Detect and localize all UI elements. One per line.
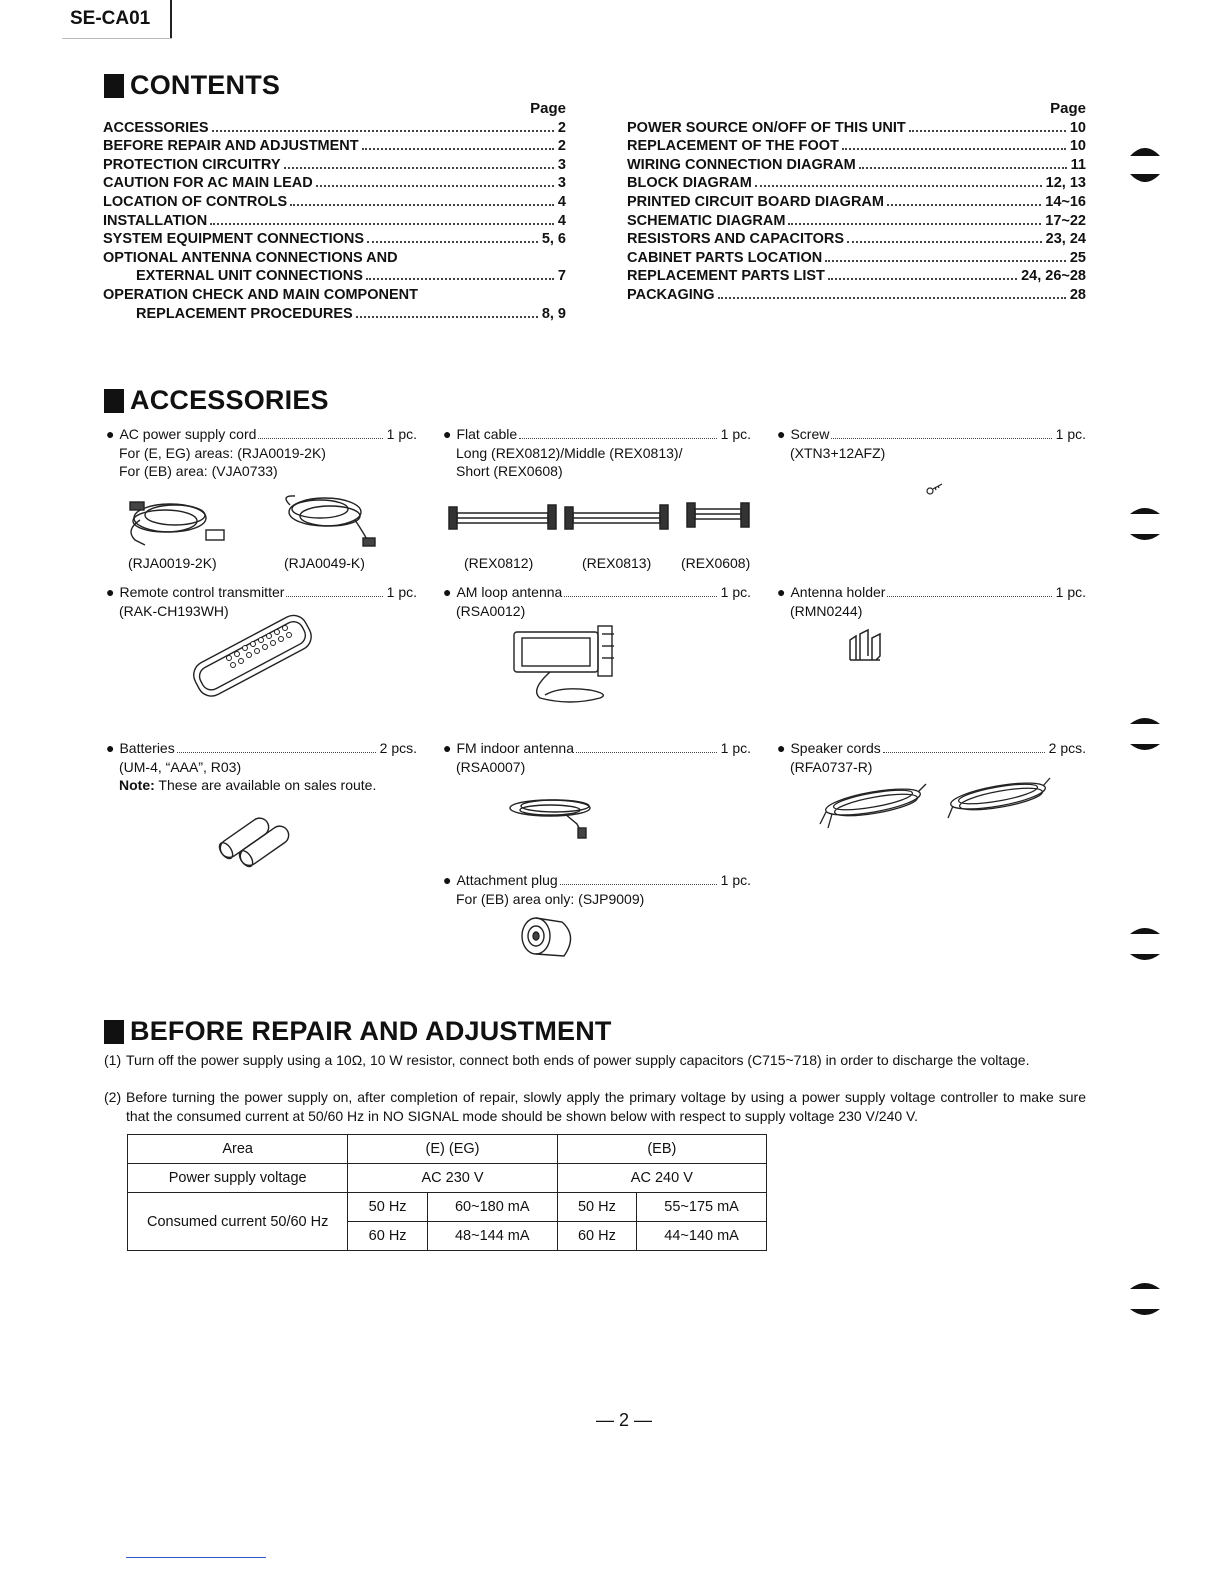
toc-entry-page: 2 bbox=[557, 119, 566, 136]
item-qty: 1 pc. bbox=[720, 740, 751, 756]
item-part-number: Long (REX0812)/Middle (REX0813)/ bbox=[456, 444, 683, 461]
item-part-number: (RAK-CH193WH) bbox=[119, 602, 229, 619]
batteries-illustration bbox=[208, 810, 303, 870]
toc-entry bbox=[627, 230, 1086, 249]
step-text: Before turning the power supply on, after completion of repair, slowly apply the primary voltage by using a power supply voltage controller to make sure that the consumed current at 50/60 Hz in NO SIGNAL mode should be shown below with respect to supply voltage 230 V/240 V. bbox=[126, 1089, 1086, 1124]
item-qty: 1 pc. bbox=[386, 584, 417, 600]
toc-entry-title: PACKAGING bbox=[627, 286, 715, 303]
toc-leader bbox=[366, 277, 554, 280]
toc-entry-title: BEFORE REPAIR AND ADJUSTMENT bbox=[103, 138, 359, 155]
toc-entry-title: REPLACEMENT OF THE FOOT bbox=[627, 138, 839, 155]
ac-cord-caption-1: (RJA0019-2K) bbox=[128, 555, 217, 571]
toc-entry-page: 12, 13 bbox=[1045, 175, 1086, 192]
table-cell: AC 230 V bbox=[348, 1164, 557, 1193]
flat-cable-caption-1: (REX0812) bbox=[464, 555, 534, 571]
accessory-attachment-plug: ● Attachment plug 1 pc. For (EB) area only: (SJP9009) bbox=[443, 872, 751, 907]
toc-entry-title: INSTALLATION bbox=[103, 212, 208, 229]
flat-cable-caption-2: (REX0813) bbox=[582, 555, 652, 571]
item-qty: 1 pc. bbox=[720, 872, 751, 888]
toc-entry-title: REPLACEMENT PROCEDURES bbox=[136, 305, 353, 322]
toc-entry bbox=[103, 137, 566, 156]
toc-entry bbox=[103, 212, 566, 231]
toc-entry-page: 2 bbox=[557, 138, 566, 155]
toc-entry-page: 24, 26~28 bbox=[1021, 268, 1086, 285]
toc-entry-title: CABINET PARTS LOCATION bbox=[627, 249, 823, 266]
toc-entry-title: SYSTEM EQUIPMENT CONNECTIONS bbox=[103, 231, 365, 248]
toc-entry bbox=[103, 193, 566, 212]
toc-entry-title: BLOCK DIAGRAM bbox=[627, 175, 752, 192]
toc-leader bbox=[842, 147, 1066, 150]
table-cell: 50 Hz bbox=[348, 1193, 427, 1222]
item-qty: 1 pc. bbox=[1055, 584, 1086, 600]
item-qty: 2 pcs. bbox=[1048, 740, 1086, 756]
accessory-batteries: ● Batteries 2 pcs. (UM-4, “AAA”, R03) Note: These are available on sales route. bbox=[106, 740, 417, 793]
table-header-e-eg: (E) (EG) bbox=[348, 1135, 557, 1164]
toc-leader bbox=[788, 222, 1041, 225]
toc-leader bbox=[887, 203, 1041, 206]
toc-leader bbox=[825, 259, 1066, 262]
toc-entry bbox=[627, 156, 1086, 175]
item-qty: 1 pc. bbox=[386, 426, 417, 442]
speaker-cords-illustration bbox=[818, 772, 1058, 834]
item-name: Flat cable bbox=[456, 426, 518, 442]
header-divider bbox=[170, 0, 172, 38]
contents-left-column bbox=[103, 100, 566, 323]
toc-entry bbox=[103, 249, 566, 268]
accessory-remote: ● Remote control transmitter 1 pc. (RAK-CH193WH) bbox=[106, 584, 417, 619]
item-name: Screw bbox=[790, 426, 830, 442]
screw-illustration bbox=[925, 480, 945, 496]
table-label-consumed-current: Consumed current 50/60 Hz bbox=[128, 1193, 348, 1251]
table-cell: 48~144 mA bbox=[427, 1222, 557, 1251]
item-name: AC power supply cord bbox=[119, 426, 257, 442]
toc-entry-page: 10 bbox=[1069, 119, 1086, 136]
binding-mark-icon bbox=[1130, 710, 1160, 760]
heading-marker bbox=[104, 74, 124, 98]
step-number: (1) bbox=[104, 1052, 122, 1068]
heading-marker bbox=[104, 389, 124, 413]
toc-entry bbox=[627, 174, 1086, 193]
toc-entry-title: SCHEMATIC DIAGRAM bbox=[627, 212, 786, 229]
batteries-note bbox=[106, 776, 417, 795]
toc-entry-page: 3 bbox=[557, 175, 566, 192]
toc-leader bbox=[210, 222, 554, 225]
toc-entry-page: 4 bbox=[557, 212, 566, 229]
toc-entry-title: CAUTION FOR AC MAIN LEAD bbox=[103, 175, 313, 192]
item-qty: 1 pc. bbox=[1055, 426, 1086, 442]
accessories-title: ACCESSORIES bbox=[130, 385, 329, 415]
toc-entry-page: 28 bbox=[1069, 286, 1086, 303]
accessory-screw: ● Screw 1 pc. (XTN3+12AFZ) bbox=[777, 426, 1086, 461]
footer-rule bbox=[126, 1557, 266, 1558]
item-part-number: (XTN3+12AFZ) bbox=[790, 444, 886, 461]
toc-entry-page: 10 bbox=[1069, 138, 1086, 155]
toc-entry-title: PROTECTION CIRCUITRY bbox=[103, 156, 281, 173]
toc-entry bbox=[103, 230, 566, 249]
toc-leader bbox=[847, 240, 1042, 243]
contents-right-column bbox=[627, 100, 1086, 305]
accessory-speaker-cords: ● Speaker cords 2 pcs. (RFA0737-R) bbox=[777, 740, 1086, 775]
item-name: FM indoor antenna bbox=[456, 740, 574, 756]
note-label: Note: bbox=[119, 777, 155, 793]
table-cell: 55~175 mA bbox=[637, 1193, 767, 1222]
toc-entry-page: 17~22 bbox=[1045, 212, 1086, 229]
accessory-ac-cord: ● AC power supply cord 1 pc. For (E, EG) areas: (RJA0019-2K) For (EB) area: (VJA0733) bbox=[106, 426, 417, 479]
toc-leader bbox=[284, 166, 554, 169]
toc-leader bbox=[367, 240, 538, 243]
toc-entry-title: RESISTORS AND CAPACITORS bbox=[627, 231, 844, 248]
antenna-holder-illustration bbox=[846, 626, 886, 666]
attachment-plug-illustration bbox=[518, 912, 582, 966]
item-part-number: (RSA0012) bbox=[456, 602, 526, 619]
toc-entry-page: 11 bbox=[1070, 156, 1086, 173]
toc-leader bbox=[755, 184, 1042, 187]
toc-entry bbox=[627, 137, 1086, 156]
table-cell: 60~180 mA bbox=[427, 1193, 557, 1222]
fm-antenna-illustration bbox=[505, 792, 600, 840]
item-part-number: For (E, EG) areas: (RJA0019-2K) bbox=[119, 444, 326, 461]
toc-entry bbox=[627, 193, 1086, 212]
am-antenna-illustration bbox=[510, 620, 620, 710]
item-part-number: For (EB) area only: (SJP9009) bbox=[456, 890, 645, 907]
model-number: SE-CA01 bbox=[70, 8, 151, 29]
toc-entry bbox=[627, 212, 1086, 231]
before-repair-step-2 bbox=[104, 1088, 1086, 1125]
item-part-number: For (EB) area: (VJA0733) bbox=[119, 463, 278, 479]
toc-leader bbox=[828, 277, 1017, 280]
page-column-label: Page bbox=[530, 100, 566, 117]
toc-entry bbox=[103, 305, 566, 324]
item-name: Attachment plug bbox=[456, 872, 558, 888]
toc-leader bbox=[290, 203, 554, 206]
item-qty: 2 pcs. bbox=[379, 740, 417, 756]
binding-mark-icon bbox=[1130, 1275, 1160, 1325]
toc-entry bbox=[103, 174, 566, 193]
table-cell: 60 Hz bbox=[557, 1222, 636, 1251]
header-underline bbox=[62, 38, 172, 39]
toc-entry-page: 23, 24 bbox=[1045, 231, 1086, 248]
toc-leader bbox=[909, 129, 1066, 132]
flat-cable-caption-3: (REX0608) bbox=[681, 555, 751, 571]
before-repair-step-1 bbox=[104, 1051, 1086, 1070]
binding-mark-icon bbox=[1130, 500, 1160, 550]
accessory-am-antenna: ● AM loop antenna 1 pc. (RSA0012) bbox=[443, 584, 751, 619]
toc-entry bbox=[627, 249, 1086, 268]
toc-entry-page: 14~16 bbox=[1045, 193, 1086, 210]
item-name: Antenna holder bbox=[790, 584, 886, 600]
step-text: Turn off the power supply using a 10Ω, 10 W resistor, connect both ends of power supply capacitors (C715~718) in order to discharge the voltage. bbox=[126, 1052, 1030, 1068]
toc-entry-title: REPLACEMENT PARTS LIST bbox=[627, 268, 825, 285]
item-part-number: (RMN0244) bbox=[790, 602, 863, 619]
item-name: Speaker cords bbox=[790, 740, 881, 756]
accessory-fm-antenna: ● FM indoor antenna 1 pc. (RSA0007) bbox=[443, 740, 751, 775]
toc-right-list bbox=[627, 119, 1086, 305]
toc-leader bbox=[356, 315, 538, 318]
binding-mark-icon bbox=[1130, 140, 1160, 190]
table-cell: AC 240 V bbox=[557, 1164, 766, 1193]
item-part-number: (RFA0737-R) bbox=[790, 758, 873, 775]
toc-leader bbox=[718, 296, 1066, 299]
toc-entry bbox=[627, 119, 1086, 138]
table-label-power-voltage: Power supply voltage bbox=[128, 1164, 348, 1193]
item-qty: 1 pc. bbox=[720, 426, 751, 442]
toc-entry-page: 25 bbox=[1069, 249, 1086, 266]
flat-cable-illustration bbox=[446, 497, 756, 537]
toc-entry-title: PRINTED CIRCUIT BOARD DIAGRAM bbox=[627, 193, 884, 210]
table-cell: 50 Hz bbox=[557, 1193, 636, 1222]
toc-leader bbox=[859, 166, 1067, 169]
toc-leader bbox=[212, 129, 554, 132]
item-name: AM loop antenna bbox=[456, 584, 563, 600]
toc-entry bbox=[627, 286, 1086, 305]
toc-entry-page: 7 bbox=[557, 268, 566, 285]
page-number: — 2 — bbox=[596, 1410, 653, 1430]
table-header-eb: (EB) bbox=[557, 1135, 766, 1164]
binding-mark-icon bbox=[1130, 920, 1160, 970]
toc-entry bbox=[627, 267, 1086, 286]
toc-entry bbox=[103, 286, 566, 305]
toc-entry-title: ACCESSORIES bbox=[103, 119, 209, 136]
table-cell: 44~140 mA bbox=[637, 1222, 767, 1251]
toc-leader bbox=[316, 184, 554, 187]
step-number: (2) bbox=[104, 1089, 122, 1105]
toc-left-list bbox=[103, 119, 566, 324]
toc-entry-title: WIRING CONNECTION DIAGRAM bbox=[627, 156, 856, 173]
heading-marker bbox=[104, 1020, 124, 1044]
before-repair-title: BEFORE REPAIR AND ADJUSTMENT bbox=[130, 1016, 612, 1046]
ac-cord-caption-2: (RJA0049-K) bbox=[284, 555, 365, 571]
item-qty: 1 pc. bbox=[720, 584, 751, 600]
before-repair-heading bbox=[104, 1016, 612, 1047]
toc-entry-page: 4 bbox=[557, 193, 566, 210]
contents-title: CONTENTS bbox=[130, 70, 281, 100]
toc-entry-page: 5, 6 bbox=[541, 231, 566, 248]
toc-entry-title: OPERATION CHECK AND MAIN COMPONENT bbox=[103, 286, 418, 303]
toc-entry-title: LOCATION OF CONTROLS bbox=[103, 193, 288, 210]
remote-illustration bbox=[185, 608, 320, 703]
item-part-number: Short (REX0608) bbox=[456, 463, 563, 479]
accessory-antenna-holder: ● Antenna holder 1 pc. (RMN0244) bbox=[777, 584, 1086, 619]
table-cell: 60 Hz bbox=[348, 1222, 427, 1251]
accessories-heading bbox=[104, 385, 329, 416]
accessory-flat-cable: ● Flat cable 1 pc. Long (REX0812)/Middle (REX0813)/ Short (REX0608) bbox=[443, 426, 751, 479]
page-column-label: Page bbox=[1050, 100, 1086, 117]
toc-entry bbox=[103, 156, 566, 175]
item-part-number: (RSA0007) bbox=[456, 758, 526, 775]
toc-entry-title: OPTIONAL ANTENNA CONNECTIONS AND bbox=[103, 249, 398, 266]
toc-entry-page: 3 bbox=[557, 156, 566, 173]
toc-entry bbox=[103, 119, 566, 138]
note-text: These are available on sales route. bbox=[154, 777, 377, 793]
table-header-area: Area bbox=[128, 1135, 348, 1164]
item-part-number: (UM-4, “AAA”, R03) bbox=[119, 758, 242, 775]
item-name: Remote control transmitter bbox=[119, 584, 285, 600]
toc-entry-page: 8, 9 bbox=[541, 305, 566, 322]
contents-heading bbox=[104, 70, 280, 101]
ac-cord-illustration bbox=[120, 490, 380, 560]
toc-leader bbox=[362, 147, 554, 150]
consumed-current-table bbox=[127, 1134, 767, 1251]
toc-entry bbox=[103, 267, 566, 286]
toc-entry-title: POWER SOURCE ON/OFF OF THIS UNIT bbox=[627, 119, 906, 136]
toc-entry-title: EXTERNAL UNIT CONNECTIONS bbox=[136, 268, 363, 285]
item-name: Batteries bbox=[119, 740, 175, 756]
